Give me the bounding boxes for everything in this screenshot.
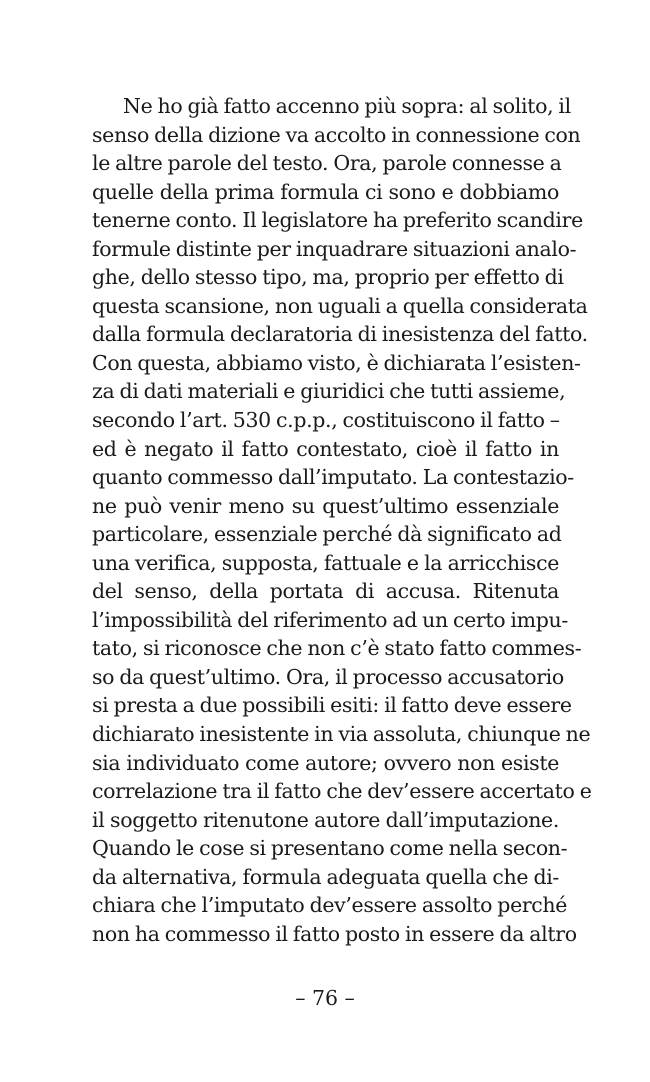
text-line: tenerne conto. Il legislatore ha preferito scandire xyxy=(92,208,583,233)
text-line: particolare, essenziale perché dà significato ad xyxy=(92,522,562,547)
text-line: le altre parole del testo. Ora, parole connesse a xyxy=(92,151,562,176)
text-line: si presta a due possibili esiti: il fatto deve essere xyxy=(92,693,572,718)
text-line: quelle della prima formula ci sono e dobbiamo xyxy=(92,179,559,204)
body-paragraph xyxy=(92,92,592,948)
text-line: za di dati materiali e giuridici che tutti assieme, xyxy=(92,379,566,404)
text-line: tato, si riconosce che non c’è stato fatto commes- xyxy=(92,636,582,661)
text-line: senso della dizione va accolto in connessione con xyxy=(92,122,581,147)
text-line: Quando le cose si presentano come nella secon- xyxy=(92,836,568,861)
text-line: secondo l’art. 530 c.p.p., costituiscono il fatto – xyxy=(92,408,560,433)
text-line: so da quest’ultimo. Ora, il processo accusatorio xyxy=(92,664,564,689)
text-line: formule distinte per inquadrare situazioni analo- xyxy=(92,236,577,261)
text-line: dichiarato inesistente in via assoluta, chiunque ne xyxy=(92,722,591,747)
text-line: ne può venir meno su quest’ultimo essenziale xyxy=(92,493,559,518)
text-line: una verifica, supposta, fattuale e la arricchisce xyxy=(92,550,559,575)
text-line: ed è negato il fatto contestato, cioè il fatto in xyxy=(92,436,559,461)
text-line: il soggetto ritenutone autore dall’imputazione. xyxy=(92,807,559,832)
page-number: – 76 – xyxy=(295,986,355,1010)
text-line: da alternativa, formula adeguata quella che di- xyxy=(92,864,559,889)
text-line: questa scansione, non uguali a quella considerata xyxy=(92,293,588,318)
text-line: del senso, della portata di accusa. Ritenuta xyxy=(92,579,559,604)
text-line: correlazione tra il fatto che dev’essere accertato e xyxy=(92,779,592,804)
text-line: ghe, dello stesso tipo, ma, proprio per effetto di xyxy=(92,265,564,290)
text-line: quanto commesso dall’imputato. La contestazio- xyxy=(92,465,574,490)
text-line: dalla formula declaratoria di inesistenza del fatto. xyxy=(92,322,588,347)
text-line: Ne ho già fatto accenno più sopra: al solito, il xyxy=(123,94,571,118)
text-line: chiara che l’imputato dev’essere assolto perché xyxy=(92,893,568,918)
text-line: non ha commesso il fatto posto in essere da altro xyxy=(92,921,577,946)
text-line: Con questa, abbiamo visto, è dichiarata l’esisten- xyxy=(92,350,581,375)
text-line: sia individuato come autore; ovvero non esiste xyxy=(92,750,559,775)
text-line: l’impossibilità del riferimento ad un certo impu- xyxy=(92,607,568,632)
